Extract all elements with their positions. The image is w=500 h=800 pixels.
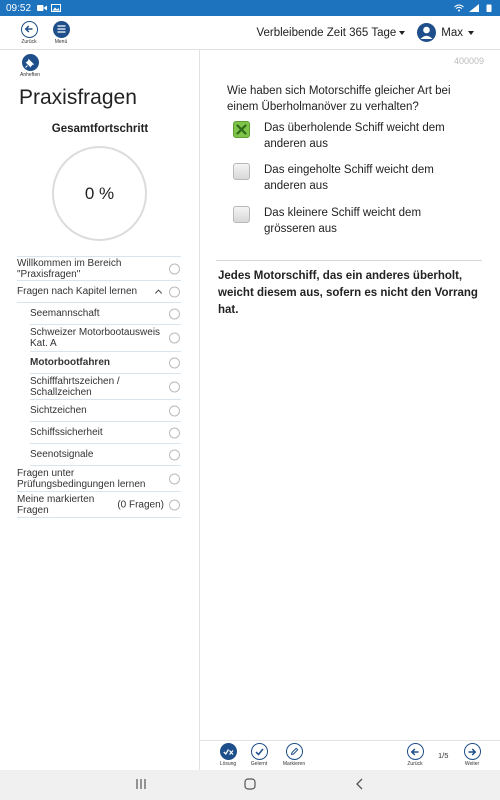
user-icon <box>417 23 436 42</box>
back-nav-icon[interactable] <box>355 778 365 790</box>
status-bar <box>0 0 500 16</box>
arrow-right-icon <box>467 747 477 757</box>
nav-item-label: Seemannschaft <box>30 308 100 319</box>
status-circle-icon <box>169 263 180 274</box>
nav-item-sichtzeichen[interactable] <box>30 400 181 422</box>
nav-item-motorbootfahren[interactable] <box>30 352 181 374</box>
nav-item-label: Schiffssicherheit <box>30 427 103 438</box>
nav-item-seenotsignale[interactable] <box>30 444 181 466</box>
previous-question-button[interactable] <box>401 743 429 767</box>
status-circle-icon <box>169 473 180 484</box>
progress-label: Gesamtfortschritt <box>51 123 149 135</box>
nav-item-welcome[interactable] <box>17 256 181 281</box>
next-label: Weiter <box>464 761 480 767</box>
status-circle-icon <box>169 381 180 392</box>
nav-item-label: Fragen nach Kapitel lernen <box>17 286 138 297</box>
chevron-down-icon <box>399 31 405 35</box>
nav-item-marked-questions[interactable] <box>17 492 181 518</box>
pin-button[interactable] <box>20 54 40 78</box>
image-icon <box>51 4 61 12</box>
arrow-left-icon <box>24 24 34 34</box>
answer-text: Das kleinere Schiff weicht dem grösseren aus <box>264 207 422 235</box>
nav-item-schiffssicherheit[interactable] <box>30 422 181 444</box>
page-indicator: 1/5 <box>438 751 449 760</box>
previous-label: Zurück <box>407 761 423 767</box>
check-cross-icon <box>223 748 234 756</box>
status-circle-icon <box>169 286 180 297</box>
learned-button[interactable] <box>245 743 273 767</box>
nav-item-label: Schweizer Motorbootausweis Kat. A <box>30 327 161 349</box>
answer-text: Das eingeholte Schiff weicht dem anderen aus <box>264 164 434 192</box>
status-circle-icon <box>169 499 180 510</box>
learned-label: Gelernt <box>250 761 268 767</box>
user-name: Max <box>441 26 463 39</box>
nav-item-seemannschaft[interactable] <box>30 303 181 325</box>
avatar <box>417 23 436 42</box>
left-panel <box>0 50 200 770</box>
menu-label: Menü <box>54 38 68 45</box>
nav-item-chapters[interactable] <box>17 281 181 303</box>
recent-apps-icon[interactable] <box>135 778 147 790</box>
menu-icon <box>57 25 66 33</box>
time-remaining-text: Verbleibende Zeit 365 Tage <box>256 26 397 39</box>
nav-item-label: Schifffahrtszeichen / Schallzeichen <box>30 375 120 398</box>
mark-button[interactable] <box>280 743 308 767</box>
status-time: 09:52 <box>6 2 32 14</box>
solution-label: Lösung <box>219 761 237 767</box>
time-remaining-dropdown[interactable] <box>256 27 405 39</box>
checkbox[interactable] <box>233 163 250 180</box>
wifi-icon <box>454 4 464 12</box>
page-title: Praxisfragen <box>19 86 137 109</box>
status-circle-icon <box>169 449 180 460</box>
chevron-down-icon <box>468 31 474 35</box>
checkbox[interactable] <box>233 206 250 223</box>
progress-ring <box>52 146 147 241</box>
battery-icon <box>484 4 494 12</box>
signal-icon <box>469 4 479 12</box>
status-circle-icon <box>169 357 180 368</box>
nav-item-exam-conditions[interactable] <box>17 466 181 492</box>
answer-option-1[interactable] <box>233 120 454 152</box>
pencil-icon <box>290 747 299 756</box>
answer-option-3[interactable] <box>233 205 454 237</box>
question-panel <box>201 50 500 740</box>
user-menu[interactable] <box>417 23 474 42</box>
video-icon <box>37 4 47 12</box>
nav-item-label: Sichtzeichen <box>30 405 87 416</box>
answer-option-2[interactable] <box>233 162 454 194</box>
divider <box>216 260 482 261</box>
system-nav-bar <box>0 770 500 800</box>
back-button[interactable] <box>16 21 42 45</box>
question-id: 400009 <box>453 56 484 66</box>
back-label: Zurück <box>21 38 37 45</box>
check-icon <box>255 748 264 756</box>
nav-item-motorbootausweis[interactable] <box>30 325 181 352</box>
nav-item-label: Willkommen im Bereich "Praxisfragen" <box>17 257 122 280</box>
pin-label: Anheften <box>19 72 41 78</box>
nav-item-label: Motorbootfahren <box>30 357 110 368</box>
nav-item-label: Seenotsignale <box>30 449 94 460</box>
mark-label: Markieren <box>282 761 306 767</box>
answer-text: Das überholende Schiff weicht dem anderen aus <box>264 122 445 150</box>
question-text: Wie haben sich Motorschiffe gleicher Art bei einem Überholmanöver zu verhalten? <box>227 85 451 113</box>
cross-check-icon <box>236 124 247 135</box>
status-circle-icon <box>169 405 180 416</box>
marked-count: (0 Fragen) <box>117 499 164 510</box>
next-question-button[interactable] <box>458 743 486 767</box>
checkbox-checked[interactable] <box>233 121 250 138</box>
status-circle-icon <box>169 333 180 344</box>
nav-item-label: Meine markierten Fragen <box>17 493 95 516</box>
pin-icon <box>25 58 35 68</box>
app-header <box>0 16 500 50</box>
home-icon[interactable] <box>244 778 256 790</box>
solution-button[interactable] <box>214 743 242 767</box>
bottom-toolbar <box>200 740 500 770</box>
nav-item-schifffahrtszeichen[interactable] <box>30 374 181 400</box>
nav-item-label: Fragen unter Prüfungsbedingungen lernen <box>17 467 146 490</box>
menu-button[interactable] <box>48 21 74 45</box>
progress-value: 0 % <box>84 183 115 203</box>
chapter-nav <box>17 256 181 518</box>
solution-text: Jedes Motorschiff, das ein anderes überholt, weicht diesem aus, sofern es nicht den Vorrang hat. <box>218 270 478 316</box>
status-circle-icon <box>169 427 180 438</box>
status-circle-icon <box>169 308 180 319</box>
arrow-left-icon <box>410 747 420 757</box>
